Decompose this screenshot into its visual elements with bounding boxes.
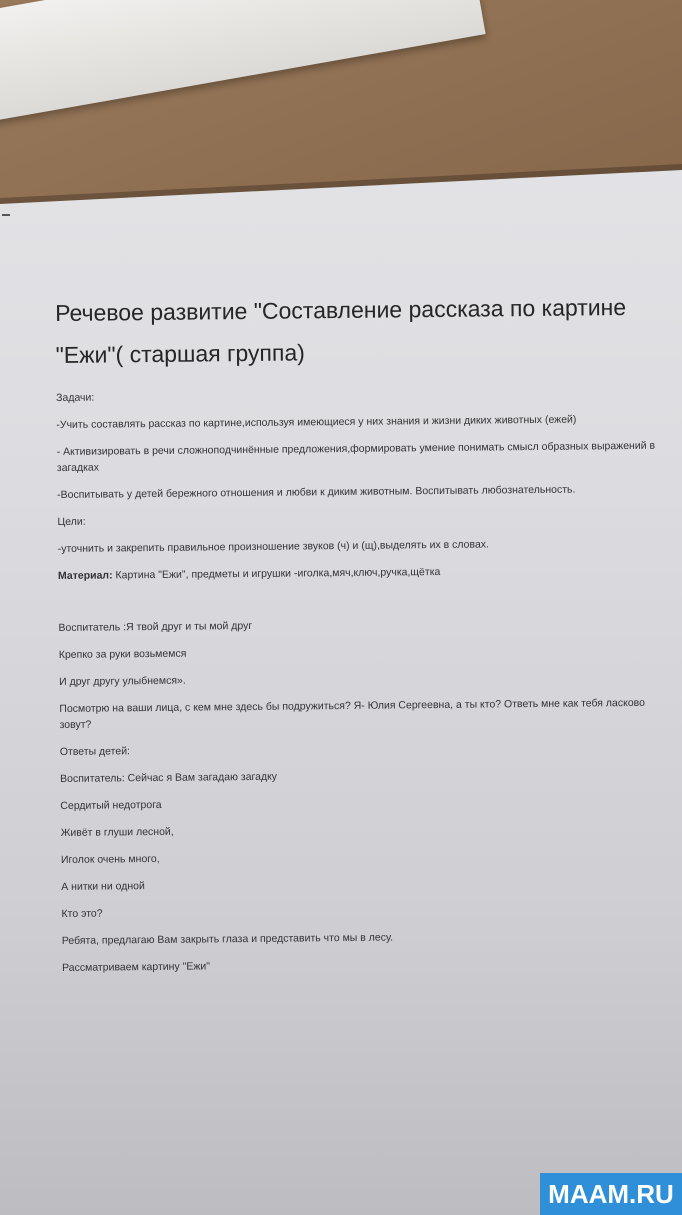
riddle-line: Живёт в глуши лесной, <box>60 825 174 839</box>
material-text: Картина "Ежи", предметы и игрушки -иголка,мяч,ключ,ручка,щётка <box>112 565 441 582</box>
dialogue-line: Крепко за руки возьмемся <box>58 647 187 661</box>
margin-mark <box>2 214 10 216</box>
riddle-line: А нитки ни одной <box>61 880 145 893</box>
dialogue-line: Посмотрю на ваши лица, с кем мне здесь бы подружиться? Я- Юлия Сергеевна, а ты кто? Ответь мне как тебя ласково зовут? <box>59 696 646 731</box>
task-item-1: -Учить составлять рассказ по картине,используя имеющиеся у них знания и жизни диких животных (ежей) <box>56 413 577 431</box>
material-label: Материал: <box>57 569 113 582</box>
dialogue-line: Кто это? <box>61 907 103 920</box>
material-line <box>58 562 658 584</box>
riddle-line: Иголок очень много, <box>60 852 160 866</box>
goals-heading: Цели: <box>57 515 86 528</box>
dialogue-line: Воспитатель :Я твой друг и ты мой друг <box>58 619 253 634</box>
dialogue-line: Ответы детей: <box>59 745 131 758</box>
task-item-2: - Активизировать в речи сложноподчинённые предложения,формировать умение понимать смысл образных выражений в загадках <box>56 439 656 474</box>
tasks-heading: Задачи: <box>56 391 95 404</box>
task-item-3: -Воспитывать у детей бережного отношения и любви к диким животным. Воспитывать любознательность. <box>57 483 576 501</box>
dialogue-line: Ребята, предлагаю Вам закрыть глаза и представить что мы в лесу. <box>61 931 394 947</box>
riddle-line: Сердитый недотрога <box>60 798 162 812</box>
document-content <box>55 286 662 987</box>
document-title: Речевое развитие "Составление рассказа по картине "Ежи"( старшая группа) <box>55 294 627 368</box>
dialogue-line: Рассматриваем картину "Ежи" <box>62 960 211 974</box>
dialogue-line: И друг другу улыбнемся». <box>59 674 186 688</box>
goal-item-1: -уточнить и закрепить правильное произношение звуков (ч) и (щ),выделять их в словах. <box>57 538 489 555</box>
maam-watermark-logo: MAAM.RU <box>540 1173 682 1215</box>
dialogue-line: Воспитатель: Сейчас я Вам загадаю загадку <box>60 770 278 785</box>
